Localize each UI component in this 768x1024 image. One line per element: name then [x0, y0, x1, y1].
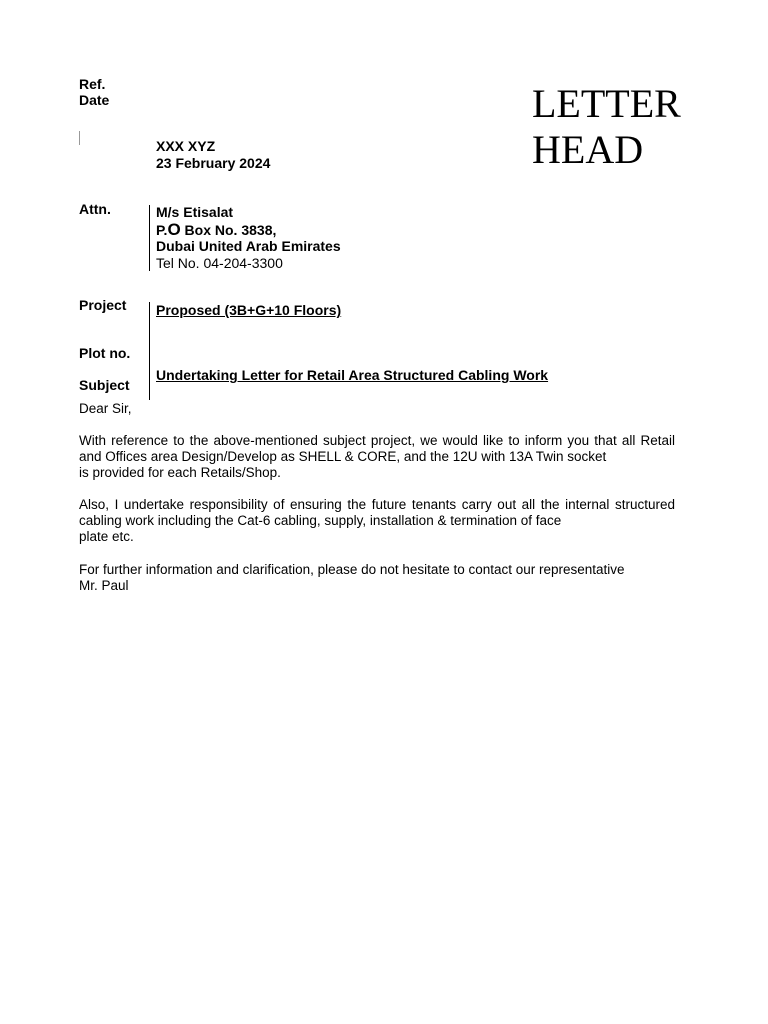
attn-po-prefix: P.: [156, 222, 168, 238]
paragraph-3: [79, 562, 675, 594]
paragraph-1: [79, 433, 675, 482]
paragraph-1-last-line: is provided for each Retails/Shop.: [79, 465, 281, 481]
attn-label: Attn.: [79, 201, 111, 217]
paragraph-3-last-line: Mr. Paul: [79, 578, 129, 594]
subject-value: Undertaking Letter for Retail Area Structured Cabling Work: [156, 367, 549, 383]
project-value: Proposed (3B+G+10 Floors): [156, 302, 342, 318]
paragraph-3-main: For further information and clarification, please do not hesitate to contact our representative: [79, 562, 625, 577]
salutation: Dear Sir,: [79, 401, 132, 416]
attn-tel: Tel No. 04-204-3300: [156, 255, 283, 271]
attn-divider-line: [149, 205, 150, 271]
attn-location: Dubai United Arab Emirates: [156, 238, 341, 254]
attn-company: M/s Etisalat: [156, 204, 234, 220]
plot-label: Plot no.: [79, 345, 131, 361]
letterhead-title-line1: LETTER: [532, 81, 681, 126]
text-cursor-mark: [79, 131, 80, 145]
date-label: Date: [79, 92, 110, 108]
project-label: Project: [79, 297, 127, 313]
paragraph-2-last-line: plate etc.: [79, 529, 134, 545]
attn-po-rest: Box No. 3838,: [180, 222, 277, 238]
letterhead-title-line2: HEAD: [532, 127, 644, 172]
date-value: 23 February 2024: [156, 155, 271, 171]
project-divider-line: [149, 302, 150, 400]
attn-po-box: [156, 221, 276, 239]
paragraph-1-main: With reference to the above-mentioned subject project, we would like to inform you that all Retail and Offices area Design/Develop as SHELL & CORE, and the 12U with 13A Twin socket: [79, 433, 675, 465]
ref-value: XXX XYZ: [156, 138, 216, 154]
paragraph-2-main: Also, I undertake responsibility of ensuring the future tenants carry out all the internal structured cabling work including the Cat-6 cabling, supply, installation & termination of face: [79, 497, 675, 529]
ref-label: Ref.: [79, 76, 106, 92]
attn-po-letter-o: O: [167, 220, 181, 239]
subject-label: Subject: [79, 377, 130, 393]
paragraph-2: [79, 497, 675, 546]
